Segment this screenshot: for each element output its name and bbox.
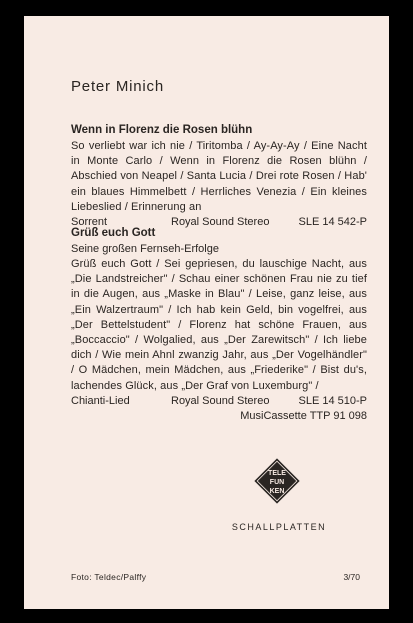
album-title: Wenn in Florenz die Rosen blühn [71, 124, 253, 136]
label-name: Royal Sound Stereo [171, 394, 270, 407]
artist-name: Peter Minich [71, 78, 164, 95]
logo-line-1: TELE [268, 470, 286, 477]
record-label: SCHALLPLATTEN [231, 522, 327, 532]
track-list: Grüß euch Gott / Sei gepriesen, du lauschige Nacht, aus „Die Landstreicher" / Schau einer schönen Frau nie zu tief in die Augen, aus „Maske in Blau" / Leise, ganz leise, aus „Ein Walzertraum" / Ich hab kein Geld, bin vogelfrei, aus „Der Bettelstudent" / Florenz hat schöne Frauen, aus „Boccaccio" / Wolgalied, aus „Der Zarewitsch" / Ich liebe dich / Wie mein Ahnl zwanzig Jahr, aus „Der Vogelhändler" / O Mädchen, mein Mädchen, aus „Friederike" / Bist du's, lachendes Glück, aus „Der Graf von Luxemburg" / [71, 258, 367, 392]
album-block-2 [71, 226, 367, 424]
catalog-number: SLE 14 542-P [298, 216, 367, 229]
cassette-number: MusiCassette TTP 91 098 [240, 410, 367, 423]
telefunken-logo-icon [252, 456, 302, 506]
label-name: Royal Sound Stereo [171, 216, 270, 229]
track-list: So verliebt war ich nie / Tiritomba / Ay-Ay-Ay / Eine Nacht in Monte Carlo / Wenn in Florenz die Rosen blühn / Abschied von Neapel / Santa Lucia / Drei rote Rosen / Hab' ein blaues Himmelbett / Herrliches Venezia / Ein kleines Liebeslied / Erinnerung an [71, 140, 367, 213]
photo-credit: Foto: Teldec/Palffy [71, 572, 147, 582]
last-track: Chianti-Lied [71, 394, 130, 407]
print-code: 3/70 [343, 572, 360, 582]
album-subtitle: Seine großen Fernseh-Erfolge [71, 243, 219, 255]
album-block-1 [71, 123, 367, 230]
catalog-line [71, 394, 367, 409]
logo-line-2: FUN [269, 479, 285, 486]
last-track: Sorrent [71, 216, 108, 229]
album-title: Grüß euch Gott [71, 227, 156, 239]
postcard-back [24, 16, 389, 609]
catalog-number: SLE 14 510-P [298, 394, 367, 407]
logo-line-3: KEN [269, 488, 285, 495]
